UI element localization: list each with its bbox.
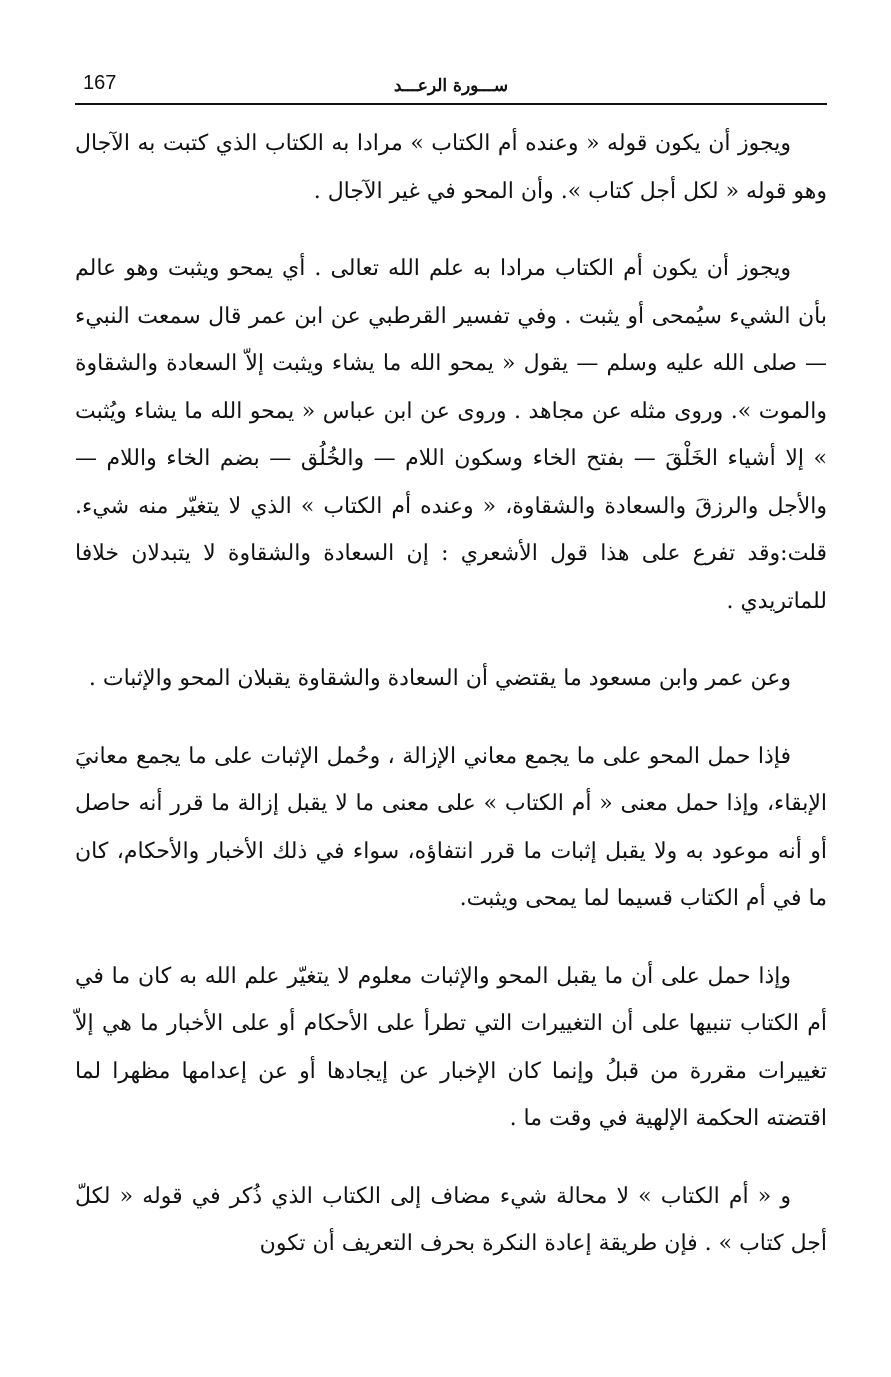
body-text (75, 120, 827, 1268)
page-number: 167 (83, 72, 117, 94)
paragraph: فإذا حمل المحو على ما يجمع معاني الإزالة ، وحُمل الإثبات على ما يجمع معانيَ الإبقاء، وإذا حمل معنى « أم الكتاب » على معنى ما لا يقبل إزالة ما قرر أنه حاصل أو أنه موعود به ولا يقبل إثبات ما قرر انتفاؤه، سواء في ذلك الأخبار والأحكام، كان ما في أم الكتاب قسيما لما يمحى ويثبت. (75, 743, 827, 911)
running-title: ســـورة الرعـــد (393, 76, 509, 96)
paragraph: وعن عمر وابن مسعود ما يقتضي أن السعادة والشقاوة يقبلان المحو والإثبات . (88, 666, 791, 691)
paragraph: ويجوز أن يكون قوله « وعنده أم الكتاب » مرادا به الكتاب الذي كتبت به الآجال وهو قوله « لكل أجل كتاب ». وأن المحو في غير الآجال . (75, 131, 827, 204)
paragraph: وإذا حمل على أن ما يقبل المحو والإثبات معلوم لا يتغيّر علم الله به كان ما في أم الكتاب تنبيها على أن التغييرات التي تطرأ على الأحكام أو على الأخبار ما هي إلاّ تغييرات مقررة من قبلُ وإنما كان الإخبار عن إيجادها أو عن إعدامها مظهرا لما اقتضته الحكمة الإلهية في وقت ما . (75, 963, 827, 1131)
paragraph: و « أم الكتاب » لا محالة شيء مضاف إلى الكتاب الذي ذُكر في قوله « لكلّ أجل كتاب » . فإن طريقة إعادة النكرة بحرف التعريف أن تكون (75, 1183, 827, 1256)
page-header (75, 60, 827, 106)
header-rule (75, 103, 827, 105)
paragraph: ويجوز أن يكون أم الكتاب مرادا به علم الله تعالى . أي يمحو ويثبت وهو عالم بأن الشيء سيُمحى أو يثبت . وفي تفسير القرطبي عن ابن عمر قال سمعت النبيء — صلى الله عليه وسلم — يقول « يمحو الله ما يشاء ويثبت إلاّ السعادة والشقاوة والموت ». وروى مثله عن مجاهد . وروى عن ابن عباس « يمحو الله ما يشاء ويُثبت » إلا أشياء الخَلْقَ — بفتح الخاء وسكون اللام — والخُلُق — بضم الخاء واللام — والأجل والرزقَ والسعادة والشقاوة، « وعنده أم الكتاب » الذي لا يتغيّر منه شيء. قلت:وقد تفرع على هذا قول الأشعري : إن السعادة والشقاوة لا يتبدلان خلافا للماتريدي . (75, 256, 827, 614)
